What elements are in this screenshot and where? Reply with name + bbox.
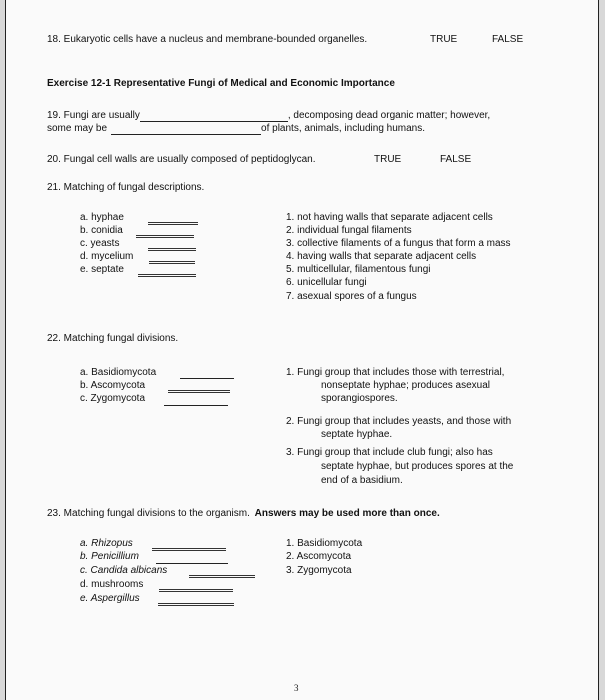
q22-blank-b[interactable]	[168, 382, 230, 393]
q21-left-d: d. mycelium	[80, 251, 134, 262]
q19-blank-2[interactable]	[111, 125, 261, 135]
q21-right-4: 4. having walls that separate adjacent cells	[286, 251, 477, 262]
q23-blank-b[interactable]	[156, 554, 228, 564]
q21-right-7: 7. asexual spores of a fungus	[286, 291, 417, 302]
q19-line1	[47, 110, 490, 122]
q19-line2-end: of plants, animals, including humans.	[261, 123, 426, 134]
q23-left-c: c. Candida albicans	[80, 565, 168, 576]
worksheet-page	[5, 0, 599, 700]
q22-blank-a[interactable]	[180, 369, 234, 379]
q21-left-a: a. hyphae	[80, 212, 124, 223]
q22-blank-c[interactable]	[164, 396, 228, 406]
q22-left-b: b. Ascomycota	[80, 380, 146, 391]
q23-left-e: e. Aspergillus	[80, 593, 140, 604]
q19-blank-1[interactable]	[140, 112, 288, 122]
q21-right-1: 1. not having walls that separate adjacent cells	[286, 212, 493, 223]
q23-blank-e[interactable]	[158, 595, 234, 606]
q21-right-3: 3. collective filaments of a fungus that form a mass	[286, 238, 511, 249]
q23-left-d: d. mushrooms	[80, 579, 144, 590]
q21-right-5: 5. multicellular, filamentous fungi	[286, 264, 431, 275]
q21-blank-b[interactable]	[136, 227, 194, 238]
q23-note: Answers may be used more than once.	[254, 508, 440, 519]
q21-left-b: b. conidia	[80, 225, 123, 236]
q22-right-1-cont-2: sporangiospores.	[321, 393, 398, 404]
q23-right-1: 1. Basidiomycota	[286, 538, 363, 549]
q23-right-3: 3. Zygomycota	[286, 565, 352, 576]
q22-right-2-cont: septate hyphae.	[321, 429, 393, 440]
q19-line1-end: , decomposing dead organic matter; however,	[287, 110, 491, 121]
q19-line2	[47, 123, 425, 135]
q23-title	[47, 508, 440, 520]
q23-title-text: 23. Matching fungal divisions to the organism.	[47, 508, 250, 519]
q22-left-a: a. Basidiomycota	[80, 367, 157, 378]
q22-right-3-cont-2: end of a basidium.	[321, 475, 403, 486]
q22-left-c: c. Zygomycota	[80, 393, 146, 404]
q22-title: 22. Matching fungal divisions.	[47, 333, 179, 344]
q23-right-2: 2. Ascomycota	[286, 551, 352, 562]
q19-line1-start: 19. Fungi are usually	[47, 110, 140, 121]
q23-blank-d[interactable]	[159, 581, 233, 592]
q23-blank-c[interactable]	[189, 567, 255, 578]
q22-right-2: 2. Fungi group that includes yeasts, and those with	[286, 416, 512, 427]
q22-right-3: 3. Fungi group that include club fungi; also has	[286, 447, 493, 458]
q20-text: 20. Fungal cell walls are usually composed of peptidoglycan.	[47, 154, 316, 165]
q19-line2-start: some may be	[47, 123, 108, 134]
q18-false: FALSE	[492, 34, 524, 45]
q21-left-c: c. yeasts	[80, 238, 120, 249]
q21-left-e: e. septate	[80, 264, 124, 275]
q20-true: TRUE	[374, 154, 402, 165]
q18-true: TRUE	[430, 34, 458, 45]
q21-blank-c[interactable]	[148, 240, 196, 251]
q21-blank-a[interactable]	[148, 214, 198, 225]
q23-blank-a[interactable]	[152, 540, 226, 551]
q21-title: 21. Matching of fungal descriptions.	[47, 182, 205, 193]
exercise-title: Exercise 12-1 Representative Fungi of Medical and Economic Importance	[47, 78, 395, 89]
q22-right-3-cont-1: septate hyphae, but produces spores at the	[321, 461, 514, 472]
q23-left-a: a. Rhizopus	[80, 538, 133, 549]
q22-right-1-cont-1: nonseptate hyphae; produces asexual	[321, 380, 491, 391]
q21-blank-d[interactable]	[149, 253, 195, 264]
page-number: 3	[294, 683, 299, 693]
q23-left-b: b. Penicillium	[80, 551, 139, 562]
q21-blank-e[interactable]	[138, 266, 196, 277]
q21-right-6: 6. unicellular fungi	[286, 277, 367, 288]
q18-text: 18. Eukaryotic cells have a nucleus and membrane-bounded organelles.	[47, 34, 368, 45]
q22-right-1: 1. Fungi group that includes those with terrestrial,	[286, 367, 505, 378]
q21-right-2: 2. individual fungal filaments	[286, 225, 412, 236]
q20-false: FALSE	[440, 154, 472, 165]
